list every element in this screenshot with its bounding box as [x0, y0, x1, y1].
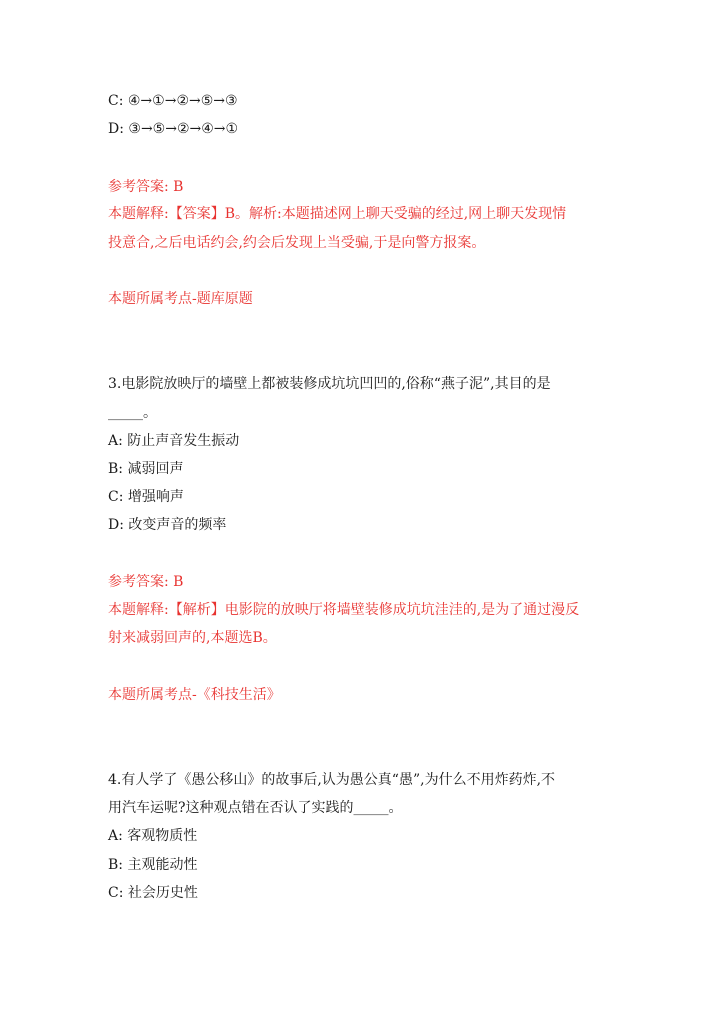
q2-category: 本题所属考点-题库原题	[108, 291, 253, 307]
q3-explanation-line-2: 射来减弱回声的,本题选B。	[108, 630, 277, 646]
q2-explanation-line-2: 投意合,之后电话约会,约会后发现上当受骗,于是向警方报案。	[108, 235, 486, 251]
q3-question-line-1: 3.电影院放映厅的墙壁上都被装修成坑坑凹凹的,俗称“燕子泥”,其目的是	[108, 376, 551, 392]
q2-option-c: C: ④→①→②→⑤→③	[108, 93, 238, 109]
q3-option-d: D: 改变声音的频率	[108, 517, 227, 533]
q3-question-line-2: _____。	[108, 405, 157, 421]
q4-option-a: A: 客观物质性	[108, 828, 198, 844]
q3-category: 本题所属考点-《科技生活》	[108, 687, 281, 703]
q3-answer: 参考答案: B	[108, 574, 184, 590]
q2-explanation-line-1: 本题解释:【答案】B。解析:本题描述网上聊天受骗的经过,网上聊天发现情	[108, 206, 567, 222]
q3-explanation-line-1: 本题解释:【解析】电影院的放映厅将墙壁装修成坑坑洼洼的,是为了通过漫反	[108, 602, 580, 618]
q4-question-line-1: 4.有人学了《愚公移山》的故事后,认为愚公真“愚”,为什么不用炸药炸,不	[108, 772, 556, 788]
q4-question-line-2: 用汽车运呢?这种观点错在否认了实践的_____。	[108, 800, 403, 816]
q2-option-d: D: ③→⑤→②→④→①	[108, 121, 239, 137]
q4-option-b: B: 主观能动性	[108, 857, 198, 873]
q3-option-b: B: 减弱回声	[108, 461, 184, 477]
q4-option-c: C: 社会历史性	[108, 885, 198, 901]
q3-option-c: C: 增强响声	[108, 489, 184, 505]
q3-option-a: A: 防止声音发生振动	[108, 433, 240, 449]
q2-answer: 参考答案: B	[108, 179, 184, 195]
